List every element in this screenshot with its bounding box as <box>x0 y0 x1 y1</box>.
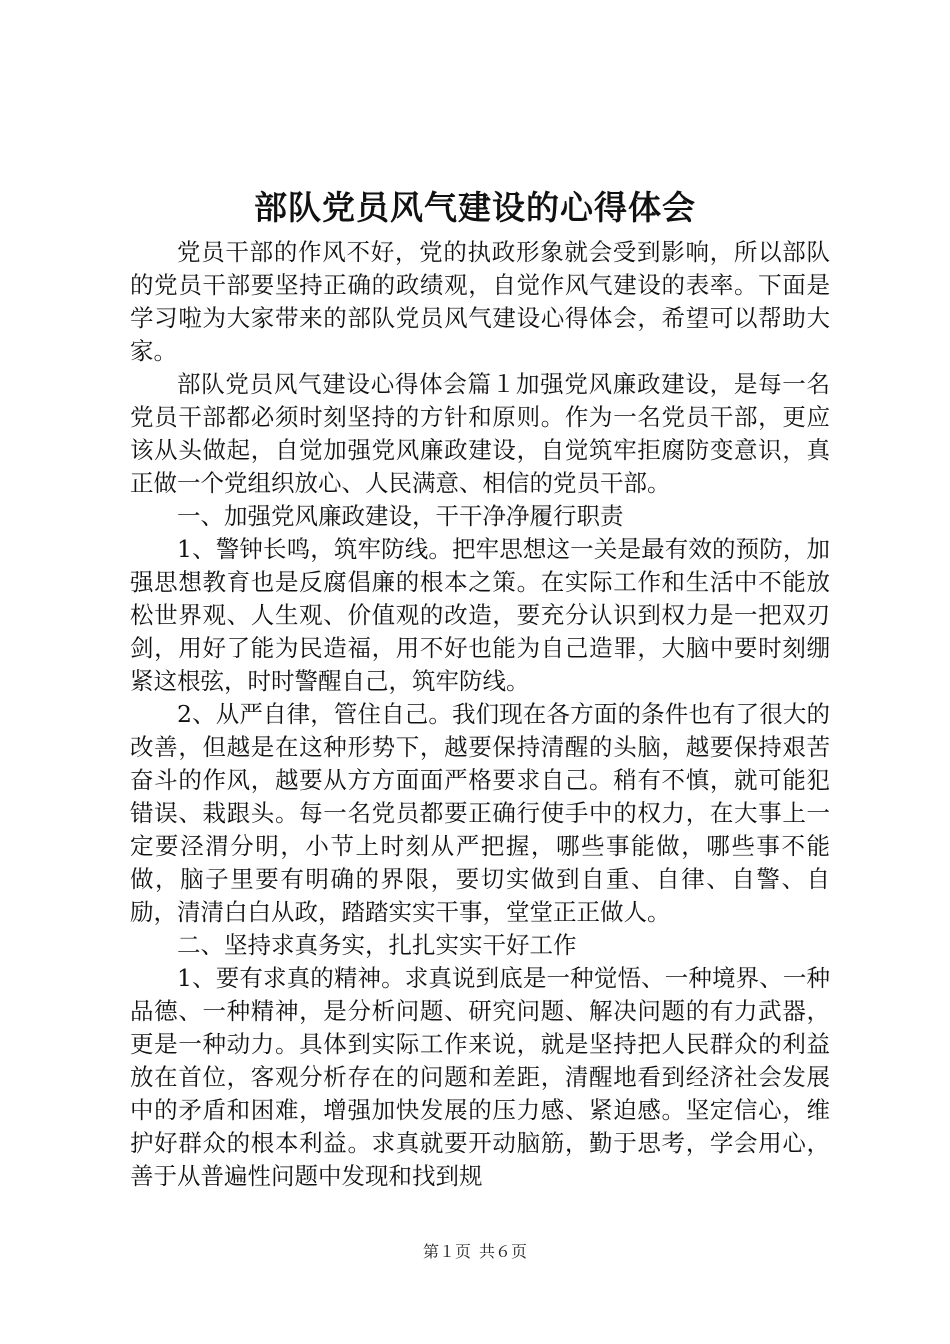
paragraph-intro: 党员干部的作风不好，党的执政形象就会受到影响，所以部队的党员干部要坚持正确的政绩观，自觉作风气建设的表率。下面是学习啦为大家带来的部队党员风气建设心得体会，希望可以帮助大家。 <box>130 238 830 365</box>
paragraph-point-1-2: 2、从严自律，管住自己。我们现在各方面的条件也有了很大的改善，但越是在这种形势下，越要保持清醒的头脑，越要保持艰苦奋斗的作风，越要从方方面面严格要求自己。稍有不慎，就可能犯错误、栽跟头。每一名党员都要正确行使手中的权力，在大事上一定要泾渭分明，小节上时刻从严把握，哪些事能做，哪些事不能做，脑子里要有明确的界限，要切实做到自重、自律、自警、自励，清清白白从政，踏踏实实干事，堂堂正正做人。 <box>130 700 830 926</box>
document-body <box>130 236 830 1193</box>
section-heading-1: 一、加强党风廉政建设，干干净净履行职责 <box>177 502 624 530</box>
page-number: 第１页 <box>422 1242 471 1261</box>
paragraph-article-1: 部队党员风气建设心得体会篇１加强党风廉政建设，是每一名党员干部都必须时刻坚持的方针和原则。作为一名党员干部，更应该从头做起，自觉加强党风廉政建设，自觉筑牢拒腐防变意识，真正做一个党组织放心、人民满意、相信的党员干部。 <box>130 370 830 497</box>
paragraph-point-1-1: 1、警钟长鸣，筑牢防线。把牢思想这一关是最有效的预防，加强思想教育也是反腐倡廉的根本之策。在实际工作和生活中不能放松世界观、人生观、价值观的改造，要充分认识到权力是一把双刃剑，用好了能为民造福，用不好也能为自己造罪，大脑中要时刻绷紧这根弦，时时警醒自己，筑牢防线。 <box>130 535 830 695</box>
section-heading-2: 二、坚持求真务实，扎扎实实干好工作 <box>177 931 577 959</box>
document-title: 部队党员风气建设的心得体会 <box>254 188 696 227</box>
page-total: 共６页 <box>479 1242 528 1261</box>
page-footer <box>0 1240 950 1264</box>
paragraph-point-2-1: 1、要有求真的精神。求真说到底是一种觉悟、一种境界、一种品德、一种精神，是分析问题、研究问题、解决问题的有力武器，更是一种动力。具体到实际工作来说，就是坚持把人民群众的利益放在首位，客观分析存在的问题和差距，清醒地看到经济社会发展中的矛盾和困难，增强加快发展的压力感、紧迫感。坚定信心，维护好群众的根本利益。求真就要开动脑筋，勤于思考，学会用心，善于从普遍性问题中发现和找到规 <box>130 964 830 1190</box>
